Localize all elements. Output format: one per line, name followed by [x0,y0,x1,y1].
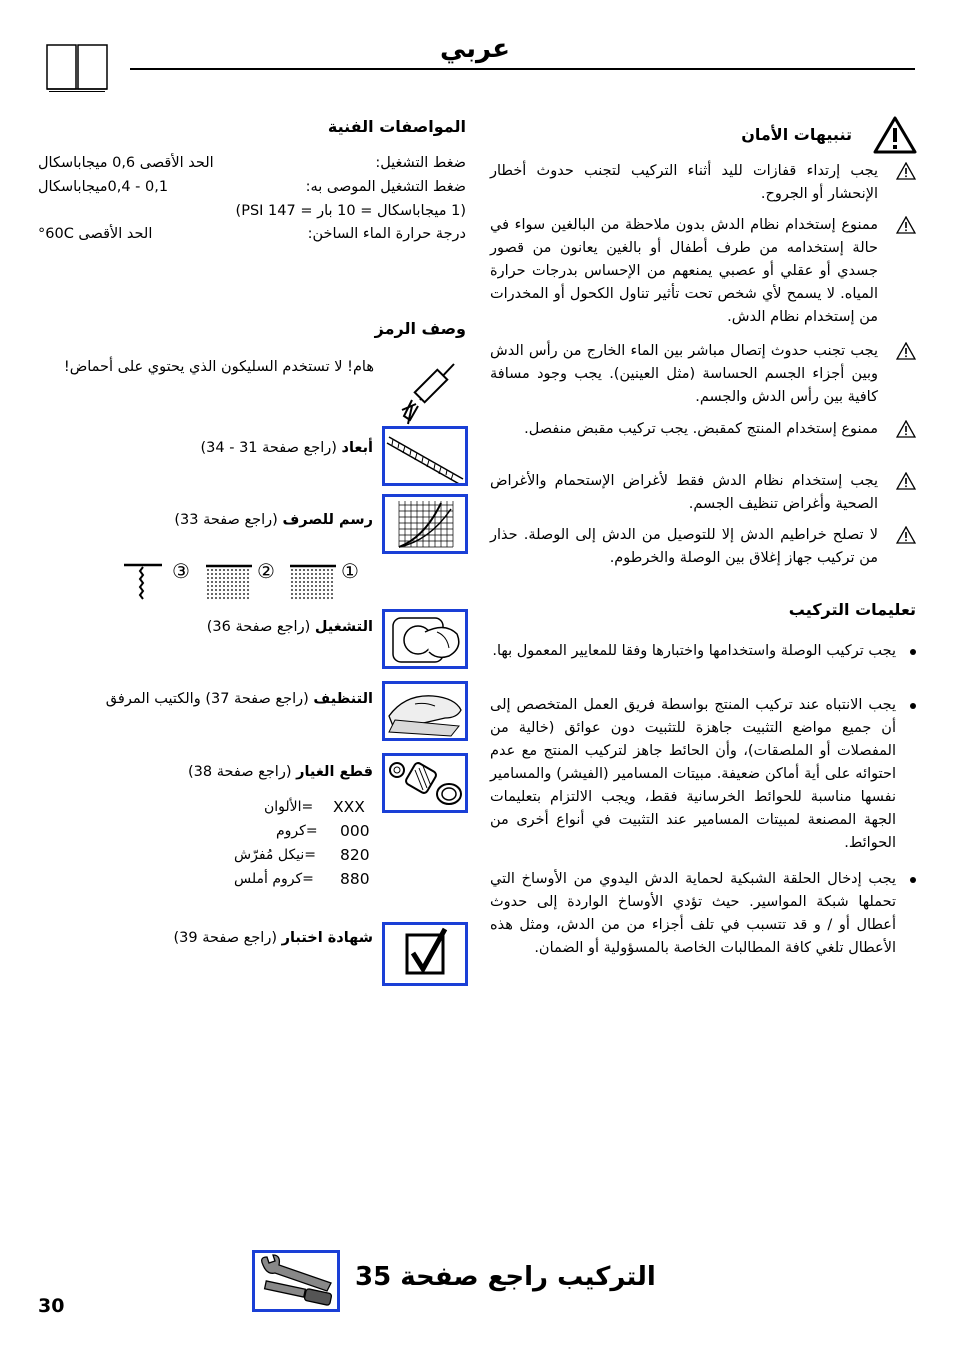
page-number: 30 [38,1295,65,1317]
safety-text: ممنوع إستخدام المنتج كمقبض. يجب تركيب مقبض منفصل. [524,421,878,437]
spray-number: ① [341,559,359,583]
spray-number: ③ [172,559,190,583]
safety-text: يجب إستخدام نظام الدش فقط لأغراض الإستحمام والأغراض الصحية وأغراض تنظيف الجسم. [490,473,878,512]
footer-installation-ref: التركيب راجع صفحة 35 [355,1262,656,1292]
header-rule [130,68,915,70]
spare-parts-label [174,764,373,780]
install-item [490,640,916,663]
label-bold: التنظيف [313,691,373,707]
spare-parts-symbol [382,753,468,813]
label-bold: التشغيل [314,619,373,635]
symbols-heading: وصف الرمز [374,319,466,338]
spec-value: الحد الأقصى 60C° [38,226,153,242]
label-ref: (راجع صفحة 36) [206,619,311,635]
silicone-gun-icon [398,360,460,426]
spec-key: (1 ميجاباسكال = 10 بار = 147 PSI) [235,203,466,219]
label-bold: شهادة اختبار [281,930,373,946]
installation-symbol [252,1250,340,1312]
spray-number: ② [257,559,275,583]
ruler-icon [385,429,465,483]
spec-row [38,203,466,227]
color-code: 000 [340,822,370,840]
cleaning-hand-icon [385,684,465,738]
color-name: =كروم أملس [234,871,314,887]
book-icon [46,43,108,93]
cleaning-symbol [382,681,468,741]
warning-small-icon [896,216,916,234]
safety-text: يجب إرتداء قفازات لليد أثناء التركيب لتجنب حدوث أخطار الإنحشار أو الجروح. [490,163,878,202]
safety-heading: تنبيهات الأمان [741,125,852,144]
color-code: 820 [340,846,370,864]
dimensions-label [168,440,373,456]
safety-item [490,524,916,570]
spec-row [38,155,466,179]
bullet-dot [910,649,916,655]
label-ref: (راجع صفحة 39) [173,930,277,946]
flow-diagram-symbol [382,494,468,554]
install-heading: تعليمات التركيب [788,600,916,619]
safety-item [490,340,916,409]
color-row [264,798,374,822]
color-row [234,870,374,894]
warning-small-icon [896,420,916,438]
flow-graph-icon [385,497,465,551]
label-bold: قطع الغيار [296,764,373,780]
install-item [490,868,916,960]
safety-item [490,160,916,206]
test-certificate-label [155,930,373,946]
spec-key: ضغط التشغيل: [375,155,466,171]
label-ref: (راجع صفحة 33) [174,512,278,528]
install-text: يجب تركيب الوصلة واستخدامها واختبارها وفقا للمعايير المعمول بها. [492,643,896,659]
label-ref: (راجع صفحة 37) والكتيب المرفق [105,691,309,707]
label-bold: رسم للصرف [282,512,373,528]
warning-icon [873,116,917,154]
warning-small-icon [896,342,916,360]
spec-key: درجة حرارة الماء الساخن: [307,226,466,242]
cleaning-label [78,691,373,707]
warning-small-icon [896,472,916,490]
color-code: XXX [333,798,365,816]
flow-diagram-label [155,512,373,528]
warning-small-icon [896,162,916,180]
spec-value: 0,1 - 0,4ميجاباسكال [38,179,169,195]
bullet-dot [910,877,916,883]
color-name: =الألوان [264,799,314,815]
silicone-note: هام! لا تستخدم السليكون الذي يحتوي على أحماض! [63,359,374,375]
color-name: =كروم [276,823,318,839]
hand-valve-icon [385,612,465,666]
label-ref: (راجع صفحة 38) [188,764,292,780]
bullet-dot [910,703,916,709]
color-row [264,822,374,846]
spec-value: الحد الأقصى 0,6 ميجاباسكال [38,155,214,171]
safety-item [490,470,916,516]
spec-row [38,179,466,203]
install-item [490,694,916,855]
specs-heading: المواصفات الفنية [327,117,466,136]
operation-symbol [382,609,468,669]
operation-label [188,619,373,635]
safety-text: يجب تجنب حدوث إتصال مباشر بين الماء الخارج من رأس الدش وبين أجزاء الجسم الحساسة (مثل العينين). يجب وجود مسافة كافية بين رأس الدش والجسم. [490,343,878,405]
safety-item [490,418,916,441]
install-text: يجب إدخال الحلقة الشبكية لحماية الدش اليدوي من الأوساخ التي تحملها شبكة المواسير. حيث تؤدي الأوساخ الواردة إلى حدوث أعطال أو / و قد تتسبب في تلف أجزاء من من الدش، ومثل هذه الأعطال تلغي كافة المطالبات الخاصة بالمسؤولية أو الضمان. [490,871,896,956]
install-text: يجب الانتباه عند تركيب المنتج بواسطة فريق العمل المتخصص إلى أن جميع مواضع التثبيت جاهزة للتثبيت دون عوائق (خالية من المفصلات أو الملصقات)، وأن الحائط جاهز لتركيب المنتج مع عدم احتوائه على أية أماكن ضعيفة. مبيتات المسامير (الفيشر) والمسامير نفسها مناسبة للحوائط الخرسانية فقط، ويجب الالتزام بتعليمات الجهة المصنعة لمبيتات المسامير عند التثبيت في أنواع أخرى من الحوائط. [490,697,896,851]
spray-massage-icon [122,560,164,604]
warning-small-icon [896,526,916,544]
label-ref: (راجع صفحة 31 - 34) [200,440,337,456]
checkbox-icon [385,925,465,983]
spray-rain-icon [288,562,338,602]
spare-parts-icon [385,756,465,810]
color-code: 880 [340,870,370,888]
spec-key: ضغط التشغيل الموصى به: [305,179,466,195]
color-name: =نيكل مُفرّش [234,847,317,863]
tools-icon [255,1253,337,1309]
spec-row [38,226,466,250]
color-row [234,846,374,870]
page-title: عربي [439,34,510,64]
safety-text: ممنوع إستخدام نظام الدش بدون ملاحظة من البالغين سواء في حالة إستخدامه من طرف أطفال أو بالغين يعانون من قصور جسدي أو عقلي أو عصبي يمنعهم من الإحساس بدرجات حرارة المياه. لا يسمح لأي شخص تحت تأثير تناول الكحول أو المخدرات من إستخدام نظام الدش. [490,217,878,325]
test-certificate-symbol [382,922,468,986]
safety-text: لا تصلح خراطيم الدش إلا للتوصيل من الدش إلى الوصلة. حذار من تركيب جهاز إغلاق بين الوصلة والخرطوم. [490,527,878,566]
label-bold: أبعاد [341,440,373,456]
spray-normal-icon [204,562,254,602]
dimensions-symbol [382,426,468,486]
safety-item [490,214,916,329]
